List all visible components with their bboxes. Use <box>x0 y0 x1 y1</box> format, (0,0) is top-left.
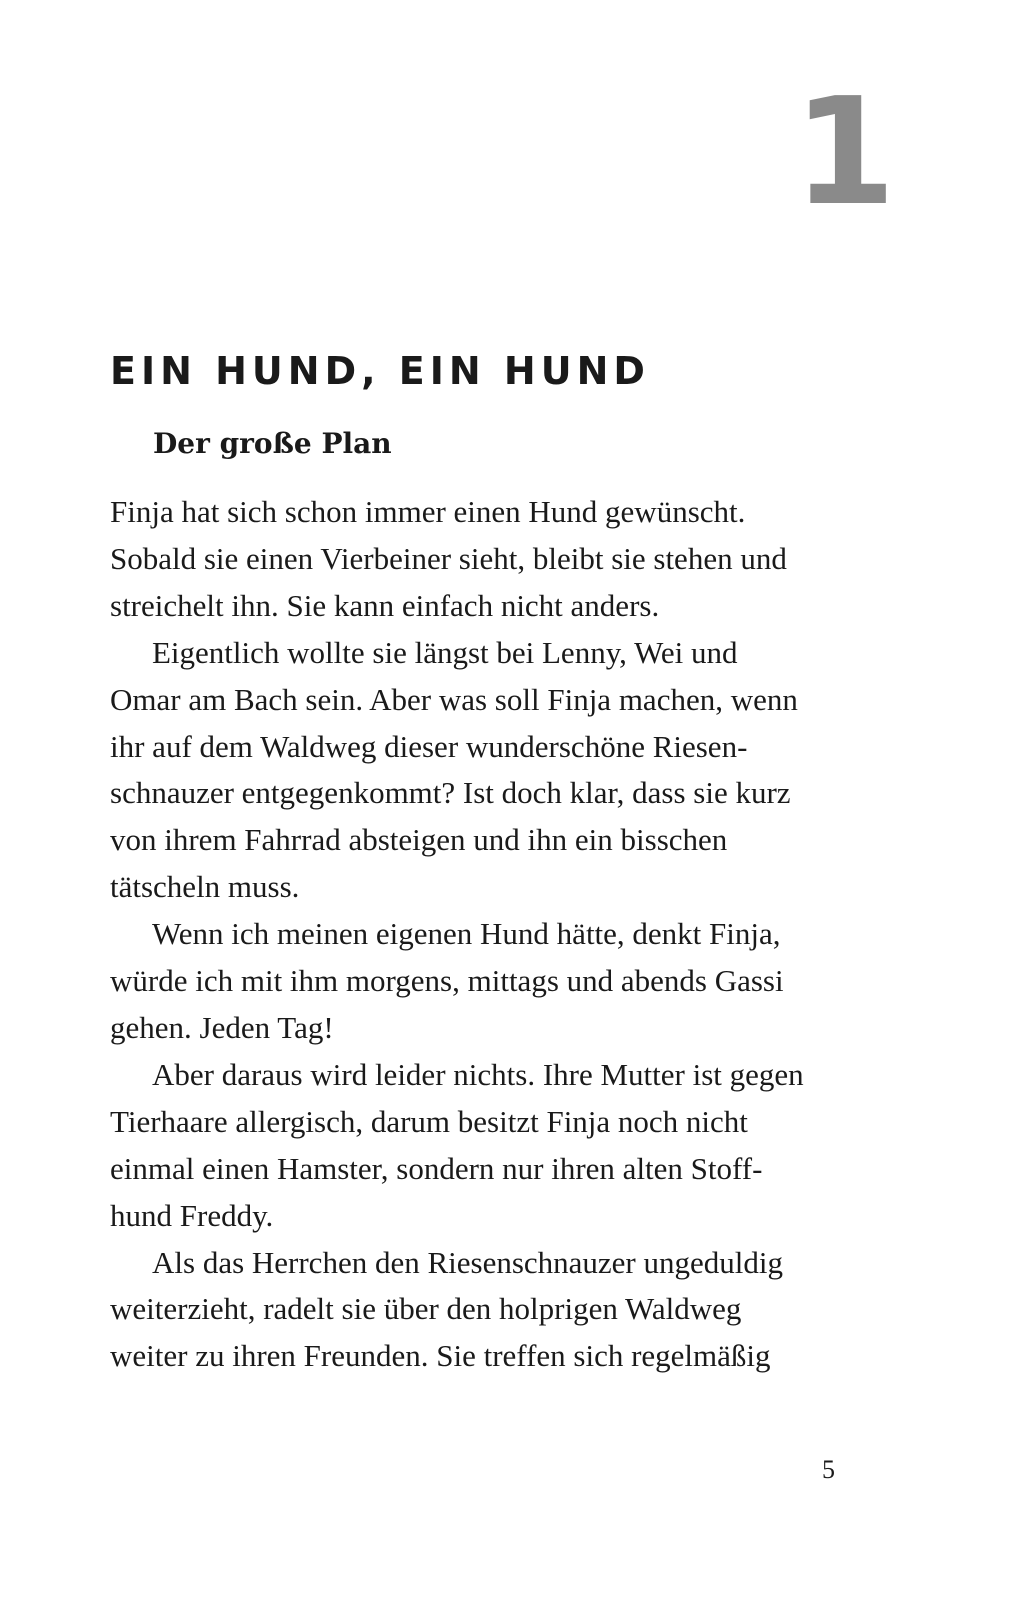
section-title: Der große Plan <box>153 427 392 460</box>
page-number: 5 <box>822 1455 835 1484</box>
chapter-title: EIN HUND, EIN HUND <box>110 349 650 393</box>
body-text <box>110 489 870 1380</box>
text-line: Sobald sie einen Vierbeiner sieht, bleibt sie stehen und <box>110 540 787 576</box>
text-line: gehen. Jeden Tag! <box>110 1009 334 1045</box>
text-line: von ihrem Fahrrad absteigen und ihn ein bisschen <box>110 822 728 858</box>
text-line: Omar am Bach sein. Aber was soll Finja machen, wenn <box>110 681 798 717</box>
text-line: Wenn ich meinen eigenen Hund hätte, denkt Finja, <box>152 916 781 952</box>
chapter-number: 1 <box>793 66 896 238</box>
text-line: Aber daraus wird leider nichts. Ihre Mutter ist gegen <box>152 1056 804 1092</box>
text-line: Tierhaare allergisch, darum besitzt Finja noch nicht <box>110 1103 748 1139</box>
text-line: Eigentlich wollte sie längst bei Lenny, Wei und <box>152 634 738 670</box>
text-line: streichelt ihn. Sie kann einfach nicht anders. <box>110 587 660 623</box>
text-line: Finja hat sich schon immer einen Hund gewünscht. <box>110 494 746 529</box>
text-line: weiterzieht, radelt sie über den holprigen Waldweg <box>110 1291 742 1327</box>
text-line: würde ich mit ihm morgens, mittags und abends Gassi <box>110 963 784 999</box>
text-line: tätscheln muss. <box>110 869 300 905</box>
text-line: hund Freddy. <box>110 1197 274 1233</box>
text-line: weiter zu ihren Freunden. Sie treffen sich regelmäßig <box>110 1338 771 1374</box>
text-line: einmal einen Hamster, sondern nur ihren alten Stoff- <box>110 1150 763 1186</box>
text-line: Als das Herrchen den Riesenschnauzer ungeduldig <box>152 1244 783 1280</box>
text-line: schnauzer entgegenkommt? Ist doch klar, dass sie kurz <box>110 775 791 811</box>
text-line: ihr auf dem Waldweg dieser wunderschöne Riesen- <box>110 728 748 764</box>
